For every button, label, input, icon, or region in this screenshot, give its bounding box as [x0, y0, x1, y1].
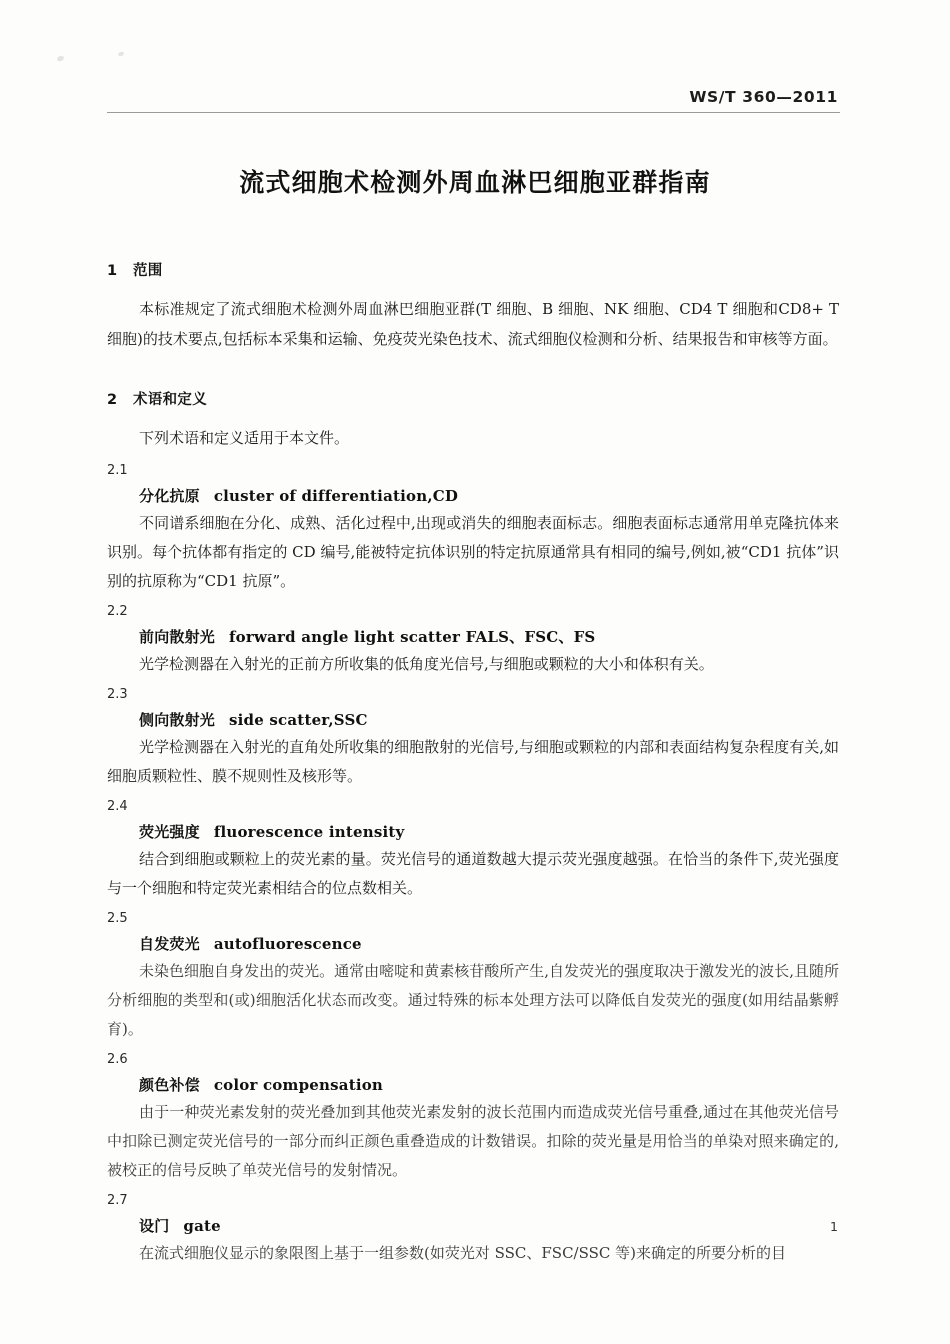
term-number: 2.1 [107, 463, 128, 478]
term-title-cn: 自发荧光 [139, 935, 200, 953]
term-definition: 由于一种荧光素发射的荧光叠加到其他荧光素发射的波长范围内而造成荧光信号重叠,通过在其他荧光信号中扣除已测定荧光信号的一部分而纠正颜色重叠造成的计数错误。扣除的荧光量是用恰当的单染对照来确定的,被校正的信号反映了单荧光信号的发射情况。 [107, 1103, 839, 1179]
header-divider [107, 112, 840, 113]
term-title [139, 931, 839, 957]
document-body [107, 245, 839, 1270]
section-number: 2 [107, 392, 118, 408]
term-number: 2.3 [107, 687, 128, 702]
term-title [139, 1213, 839, 1239]
term-title-cn: 设门 [139, 1217, 170, 1235]
scan-speck-icon [118, 51, 125, 56]
term-definition: 光学检测器在入射光的直角处所收集的细胞散射的光信号,与细胞或颗粒的内部和表面结构复杂程度有关,如细胞质颗粒性、膜不规则性及核形等。 [107, 738, 839, 785]
term-title [139, 483, 839, 509]
term-definition: 光学检测器在入射光的正前方所收集的低角度光信号,与细胞或颗粒的大小和体积有关。 [139, 655, 714, 673]
term-number: 2.5 [107, 911, 128, 926]
section-title: 范围 [133, 263, 163, 279]
term-title-en: color compensation [213, 1076, 384, 1094]
section-heading-scope [107, 259, 839, 280]
term-title [139, 1072, 839, 1098]
term-title-cn: 颜色补偿 [139, 1076, 200, 1094]
section-title: 术语和定义 [133, 392, 207, 408]
page-number: 1 [830, 1219, 838, 1234]
term-title-cn: 侧向散射光 [139, 711, 216, 729]
paragraph-scope: 本标准规定了流式细胞术检测外周血淋巴细胞亚群(T 细胞、B 细胞、NK 细胞、CD4 T 细胞和CD8+ T 细胞)的技术要点,包括标本采集和运输、免疫荧光染色技术、流式细胞仪检测和分析、结果报告和审核等方面。 [107, 300, 839, 348]
term-title-en: side scatter,SSC [229, 711, 368, 729]
section-heading-terms [107, 388, 839, 409]
term-title-cn: 分化抗原 [139, 487, 200, 505]
term-title-cn: 前向散射光 [139, 628, 216, 646]
term-number: 2.7 [107, 1193, 128, 1208]
term-title [139, 707, 839, 733]
term-title-en: forward angle light scatter FALS、FSC、FS [229, 628, 596, 646]
paragraph-terms-intro: 下列术语和定义适用于本文件。 [139, 429, 350, 447]
term-title [139, 819, 839, 845]
term-title-en: fluorescence intensity [213, 823, 405, 841]
standard-code-header: WS/T 360—2011 [689, 88, 838, 106]
term-title-en: gate [183, 1217, 221, 1235]
term-number: 2.6 [107, 1052, 128, 1067]
term-title-cn: 荧光强度 [139, 823, 200, 841]
section-number: 1 [107, 263, 118, 279]
term-definition: 在流式细胞仪显示的象限图上基于一组参数(如荧光对 SSC、FSC/SSC 等)来确定的所要分析的目 [139, 1244, 786, 1262]
term-number: 2.2 [107, 604, 128, 619]
term-title-en: autofluorescence [213, 935, 362, 953]
page-title: 流式细胞术检测外周血淋巴细胞亚群指南 [239, 168, 711, 197]
term-title [139, 624, 839, 650]
term-definition: 不同谱系细胞在分化、成熟、活化过程中,出现或消失的细胞表面标志。细胞表面标志通常用单克隆抗体来识别。每个抗体都有指定的 CD 编号,能被特定抗体识别的特定抗原通常具有相同的编号,例如,被“CD1 抗体”识别的抗原称为“CD1 抗原”。 [107, 514, 839, 590]
scan-speck-icon [56, 55, 64, 62]
term-definition: 结合到细胞或颗粒上的荧光素的量。荧光信号的通道数越大提示荧光强度越强。在恰当的条件下,荧光强度与一个细胞和特定荧光素相结合的位点数相关。 [107, 850, 839, 897]
term-title-en: cluster of differentiation,CD [213, 487, 459, 505]
term-number: 2.4 [107, 799, 128, 814]
term-definition: 未染色细胞自身发出的荧光。通常由嘧啶和黄素核苷酸所产生,自发荧光的强度取决于激发光的波长,且随所分析细胞的类型和(或)细胞活化状态而改变。通过特殊的标本处理方法可以降低自发荧光的强度(如用结晶紫孵育)。 [107, 962, 839, 1038]
